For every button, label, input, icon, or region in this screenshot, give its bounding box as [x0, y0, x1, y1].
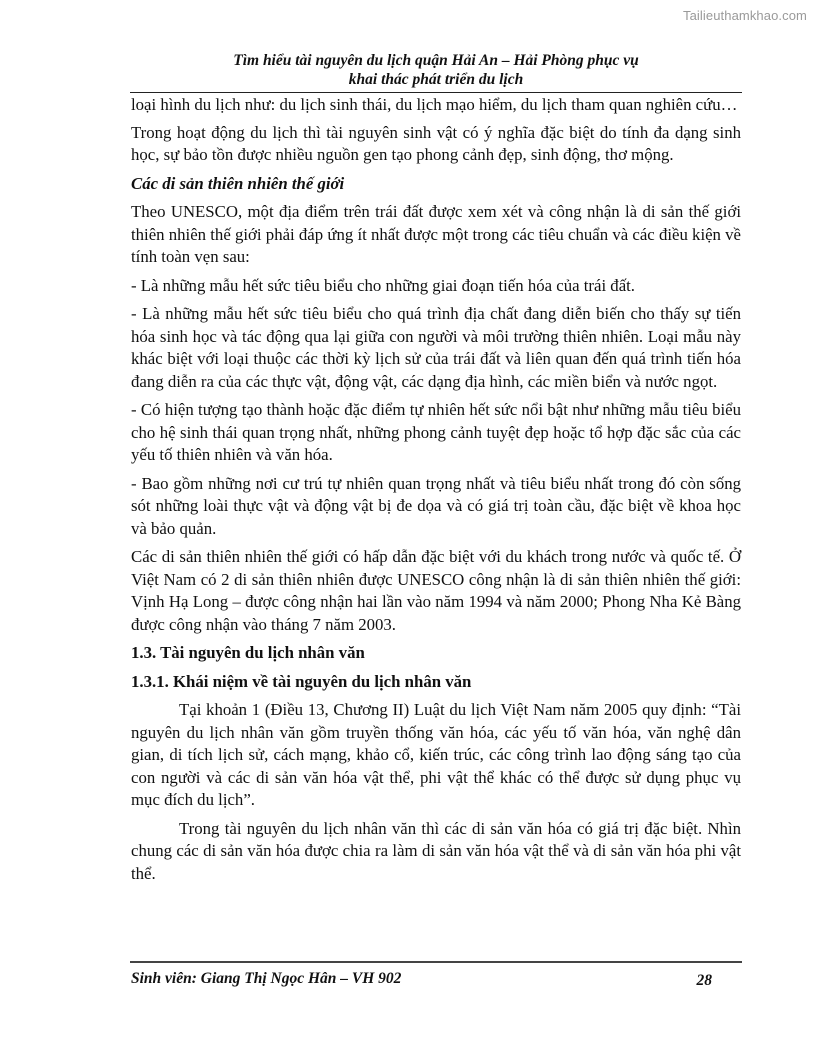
paragraph-biological-resources: Trong hoạt động du lịch thì tài nguyên sinh vật có ý nghĩa đặc biệt do tính đa dạng sinh học, sự bảo tồn được nhiều nguồn gen tạo phong cảnh đẹp, sinh động, thơ mộng.: [131, 122, 741, 164]
running-header: [130, 51, 742, 89]
header-line-1: Tìm hiểu tài nguyên du lịch quận Hải An – Hải Phòng phục vụ: [233, 52, 639, 69]
bullet-criterion-1: - Là những mẫu hết sức tiêu biểu cho những giai đoạn tiến hóa của trái đất.: [131, 275, 636, 295]
paragraph-vietnam-heritage: Các di sản thiên nhiên thế giới có hấp dẫn đặc biệt với du khách trong nước và quốc tế. Ở Việt Nam có 2 di sản thiên nhiên được UNESCO công nhận là di sản thiên nhiên thế giới: Vịnh Hạ Long – được công nhận hai lần vào năm 1994 và năm 2000; Phong Nha Kẻ Bàng được công nhận vào tháng 7 năm 2003.: [131, 547, 741, 634]
paragraph-cultural-heritage: Trong tài nguyên du lịch nhân văn thì các di sản văn hóa có giá trị đặc biệt. Nhìn chung các di sản văn hóa được chia ra làm di sản văn hóa vật thể và di sản văn hóa phi vật thể.: [131, 818, 741, 883]
paragraph-unesco-criteria: Theo UNESCO, một địa điểm trên trái đất được xem xét và công nhận là di sản thế giới thiên nhiên thế giới phải đáp ứng ít nhất được một trong các tiêu chuẩn và các điều kiện về tính toàn vẹn sau:: [131, 202, 741, 266]
bullet-criterion-4: - Bao gồm những nơi cư trú tự nhiên quan trọng nhất và tiêu biểu nhất trong đó còn sống sót những loài thực vật và động vật bị đe dọa và có giá trị toàn cầu, đặc biệt về khoa học và bảo quản.: [131, 473, 741, 538]
bullet-criterion-3: - Có hiện tượng tạo thành hoặc đặc điểm tự nhiên hết sức nổi bật như những mẫu tiêu biểu cho hệ sinh thái quan trọng nhất, những phong cảnh tuyệt đẹp hoặc tổ hợp đặc sắc của các yếu tố thiên nhiên và văn hóa.: [131, 400, 741, 464]
watermark: Tailieuthamkhao.com: [682, 8, 807, 23]
footer-author: Sinh viên: Giang Thị Ngọc Hân – VH 902: [131, 970, 402, 987]
page-body: [131, 94, 741, 891]
header-divider: [130, 92, 742, 93]
footer-divider: [130, 961, 742, 963]
section-heading-1-3: 1.3. Tài nguyên du lịch nhân văn: [131, 643, 365, 662]
section-heading-1-3-1: 1.3.1. Khái niệm về tài nguyên du lịch nhân văn: [131, 671, 472, 691]
paragraph-law-definition: Tại khoản 1 (Điều 13, Chương II) Luật du lịch Việt Nam năm 2005 quy định: “Tài nguyên du lịch nhân văn gồm truyền thống văn hóa, các yếu tố văn hóa, văn nghệ dân gian, di tích lịch sử, cách mạng, khảo cổ, kiến trúc, các công trình lao động sáng tạo của con người và các di sản văn hóa vật thể, phi vật thể khác có thể được sử dụng phục vụ mục đích du lịch”.: [131, 700, 741, 809]
page-number: 28: [696, 972, 712, 989]
paragraph-continuation: loại hình du lịch như: du lịch sinh thái, du lịch mạo hiểm, du lịch tham quan nghiên cứu…: [131, 95, 738, 114]
bullet-criterion-2: - Là những mẫu hết sức tiêu biểu cho quá trình địa chất đang diễn biến cho thấy sự tiến hóa sinh học và tác động qua lại giữa con người và môi trường thiên nhiên. Loại mẫu này khác biệt với loại thuộc các thời kỳ lịch sử của trái đất và liên quan đến quá trình tiến hóa đang diễn ra của các thực vật, động vật, các dạng địa hình, các miền biển và nước ngọt.: [131, 304, 741, 391]
header-line-2: khai thác phát triển du lịch: [348, 71, 524, 88]
subheading-natural-heritage: Các di sản thiên nhiên thế giới: [131, 173, 345, 193]
